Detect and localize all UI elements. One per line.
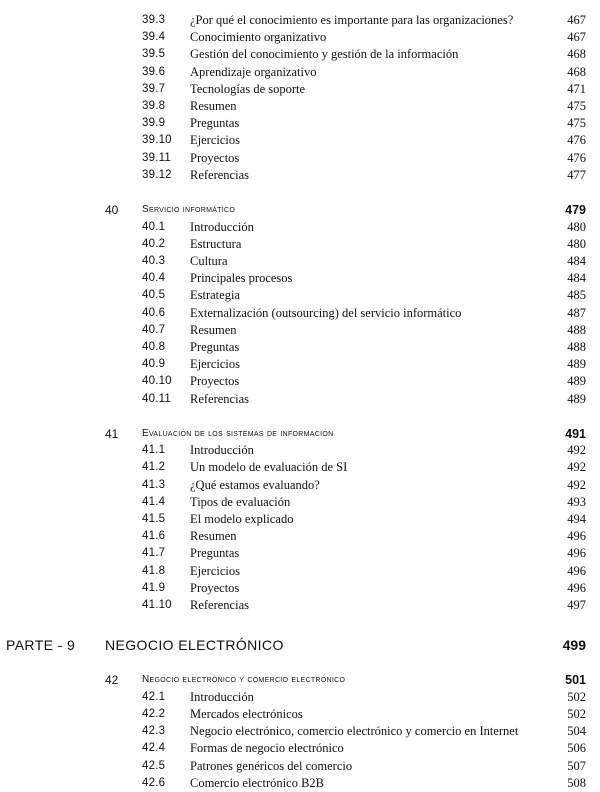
toc-entry[interactable] — [0, 580, 600, 597]
entry-title: Referencias — [190, 167, 249, 182]
entry-title: Proyectos — [190, 580, 240, 595]
entry-title: Patrones genéricos del comercio — [190, 758, 353, 773]
entry-page-number: 467 — [567, 30, 586, 45]
entry-page-number: 502 — [567, 689, 586, 704]
toc-entry[interactable] — [0, 494, 600, 511]
entry-page-number: 468 — [567, 47, 586, 62]
entry-title: Negocio electrónico, comercio electrónico y comercio en Internet — [190, 724, 519, 739]
entry-title: Introducción — [190, 443, 254, 458]
entry-number: 39.5 — [142, 48, 166, 61]
toc-entry[interactable] — [0, 442, 600, 459]
entry-page-number: 489 — [567, 357, 586, 372]
entry-page-number: 508 — [567, 775, 586, 790]
entry-number: 42.6 — [142, 776, 166, 789]
entry-number: 40.1 — [142, 220, 166, 233]
entry-number: 41.5 — [142, 513, 166, 525]
entry-title: Ejercicios — [190, 133, 240, 148]
entry-page-number: 497 — [567, 598, 586, 612]
entry-title: ¿Qué estamos evaluando? — [190, 477, 320, 492]
chapter-page-number: 491 — [565, 426, 586, 441]
toc-entry[interactable] — [0, 29, 600, 46]
entry-number: 40.8 — [142, 340, 166, 353]
part-title: NEGOCIO ELECTRÓNICO — [105, 637, 284, 654]
entry-number: 39.9 — [142, 117, 166, 130]
toc-entry[interactable] — [0, 287, 600, 304]
entry-title: Preguntas — [190, 116, 240, 131]
entry-page-number: 507 — [567, 758, 586, 773]
entry-page-number: 484 — [567, 271, 586, 286]
entry-title: Preguntas — [190, 339, 240, 354]
entry-number: 39.10 — [142, 134, 172, 147]
toc-entry[interactable] — [0, 391, 600, 408]
entry-title: Aprendizaje organizativo — [190, 64, 317, 79]
chapter-number: 41 — [105, 426, 119, 441]
toc-entry[interactable] — [0, 236, 600, 253]
entry-page-number: 504 — [567, 724, 586, 739]
entry-number: 39.3 — [142, 14, 166, 26]
entry-title: Introducción — [190, 219, 254, 234]
entry-title: Principales procesos — [190, 271, 293, 286]
entry-page-number: 488 — [567, 339, 586, 354]
toc-entry[interactable] — [0, 511, 600, 528]
chapter-number: 40 — [105, 203, 119, 217]
chapter-title: Evaluación de los sistemas de información — [142, 427, 334, 439]
entry-page-number: 480 — [567, 219, 586, 234]
entry-number: 41.8 — [142, 564, 166, 577]
toc-entry[interactable] — [0, 150, 600, 167]
entry-number: 41.7 — [142, 547, 166, 560]
toc-entry[interactable] — [0, 689, 600, 706]
toc-entry[interactable] — [0, 322, 600, 339]
entry-page-number: 496 — [567, 563, 586, 578]
part-page-number: 499 — [562, 637, 586, 654]
entry-page-number: 494 — [567, 512, 586, 526]
entry-title: Proyectos — [190, 150, 240, 165]
entry-page-number: 496 — [567, 580, 586, 595]
entry-page-number: 492 — [567, 460, 586, 475]
entry-number: 41.10 — [142, 599, 172, 611]
toc-entry[interactable] — [0, 477, 600, 494]
entry-number: 39.7 — [142, 82, 166, 95]
toc-entry[interactable] — [0, 115, 600, 132]
entry-number: 39.8 — [142, 100, 166, 112]
toc-entry[interactable] — [0, 459, 600, 476]
entry-title: Formas de negocio electrónico — [190, 741, 344, 756]
entry-number: 40.3 — [142, 254, 166, 267]
entry-number: 39.12 — [142, 168, 172, 181]
entry-page-number: 485 — [567, 288, 586, 303]
entry-title: Resumen — [190, 322, 237, 337]
toc-entry[interactable] — [0, 563, 600, 580]
entry-title: Comercio electrónico B2B — [190, 775, 324, 790]
chapter-heading[interactable] — [0, 201, 600, 219]
entry-number: 42.4 — [142, 742, 166, 755]
entry-title: Cultura — [190, 253, 228, 268]
entry-page-number: 496 — [567, 529, 586, 544]
entry-page-number: 476 — [567, 133, 586, 148]
part-label: PARTE - 9 — [6, 637, 76, 654]
toc-entry[interactable] — [0, 46, 600, 63]
toc-entry[interactable] — [0, 12, 600, 29]
toc-entry[interactable] — [0, 81, 600, 98]
entry-page-number: 475 — [567, 116, 586, 131]
entry-number: 40.4 — [142, 272, 166, 285]
entry-page-number: 484 — [567, 253, 586, 268]
toc-entry[interactable] — [0, 219, 600, 236]
chapter-heading[interactable] — [0, 671, 600, 689]
entry-page-number: 488 — [567, 322, 586, 337]
entry-title: Resumen — [190, 99, 237, 113]
entry-number: 40.6 — [142, 306, 166, 319]
part-heading[interactable] — [0, 634, 600, 656]
toc-entry[interactable] — [0, 597, 600, 614]
entry-page-number: 477 — [567, 167, 586, 182]
entry-number: 39.4 — [142, 31, 166, 44]
entry-number: 41.4 — [142, 495, 166, 508]
entry-number: 40.5 — [142, 289, 166, 302]
entry-number: 41.6 — [142, 530, 166, 543]
toc-entry[interactable] — [0, 98, 600, 115]
entry-title: Tecnologías de soporte — [190, 81, 306, 96]
toc-entry[interactable] — [0, 132, 600, 149]
entry-title: Ejercicios — [190, 357, 240, 372]
entry-page-number: 468 — [567, 64, 586, 79]
entry-page-number: 487 — [567, 305, 586, 320]
entry-number: 39.6 — [142, 65, 166, 78]
chapter-page-number: 501 — [565, 673, 586, 688]
toc-entry[interactable] — [0, 545, 600, 562]
entry-number: 42.2 — [142, 707, 166, 720]
entry-title: Proyectos — [190, 374, 240, 389]
chapter-number: 42 — [105, 673, 119, 688]
entry-title: Referencias — [190, 598, 249, 612]
toc-entry[interactable] — [0, 373, 600, 390]
entry-title: Ejercicios — [190, 563, 240, 578]
entry-page-number: 467 — [567, 13, 586, 27]
entry-title: Referencias — [190, 391, 249, 406]
entry-number: 41.1 — [142, 444, 166, 457]
entry-number: 41.2 — [142, 461, 166, 474]
entry-page-number: 492 — [567, 477, 586, 492]
entry-number: 39.11 — [142, 151, 171, 164]
entry-number: 40.11 — [142, 392, 171, 405]
entry-number: 40.2 — [142, 237, 166, 250]
entry-page-number: 489 — [567, 374, 586, 389]
toc-entry[interactable] — [0, 270, 600, 287]
toc-entry[interactable] — [0, 167, 600, 184]
chapter-heading[interactable] — [0, 425, 600, 443]
toc-entry[interactable] — [0, 305, 600, 322]
entry-number: 41.9 — [142, 581, 166, 594]
toc-entry[interactable] — [0, 740, 600, 757]
entry-page-number: 471 — [567, 81, 586, 96]
chapter-title: Negocio electrónico y comercio electrónico — [142, 674, 346, 686]
entry-title: Tipos de evaluación — [190, 494, 291, 509]
entry-page-number: 506 — [567, 741, 586, 756]
entry-page-number: 493 — [567, 494, 586, 509]
entry-title: El modelo explicado — [190, 512, 294, 526]
entry-title: ¿Por qué el conocimiento es importante para las organizaciones? — [190, 13, 514, 27]
chapter-title: Servicio informático — [142, 204, 236, 215]
toc-entry[interactable] — [0, 758, 600, 775]
entry-title: Un modelo de evaluación de SI — [190, 460, 348, 475]
entry-number: 42.1 — [142, 690, 166, 703]
chapter-page-number: 479 — [565, 203, 586, 217]
entry-number: 40.9 — [142, 358, 166, 371]
toc-entry[interactable] — [0, 528, 600, 545]
toc-entry[interactable] — [0, 339, 600, 356]
entry-number: 40.10 — [142, 375, 172, 388]
entry-title: Mercados electrónicos — [190, 706, 303, 721]
entry-number: 42.3 — [142, 725, 166, 738]
toc-entry[interactable] — [0, 723, 600, 740]
entry-title: Resumen — [190, 529, 237, 544]
entry-title: Conocimiento organizativo — [190, 30, 327, 45]
entry-page-number: 480 — [567, 236, 586, 251]
entry-title: Introducción — [190, 689, 254, 704]
entry-number: 40.7 — [142, 323, 166, 336]
entry-page-number: 502 — [567, 706, 586, 721]
entry-title: Preguntas — [190, 546, 240, 561]
entry-page-number: 475 — [567, 99, 586, 113]
entry-page-number: 496 — [567, 546, 586, 561]
entry-title: Gestión del conocimiento y gestión de la información — [190, 47, 459, 62]
entry-page-number: 492 — [567, 443, 586, 458]
toc-entry[interactable] — [0, 253, 600, 270]
entry-page-number: 489 — [567, 391, 586, 406]
entry-number: 42.5 — [142, 759, 166, 772]
toc-entry[interactable] — [0, 706, 600, 723]
entry-number: 41.3 — [142, 478, 166, 491]
entry-page-number: 476 — [567, 150, 586, 165]
entry-title: Externalización (outsourcing) del servicio informático — [190, 305, 462, 320]
entry-title: Estrategia — [190, 288, 240, 303]
entry-title: Estructura — [190, 236, 242, 251]
toc-entry[interactable] — [0, 775, 600, 792]
toc-entry[interactable] — [0, 356, 600, 373]
toc-entry[interactable] — [0, 64, 600, 81]
